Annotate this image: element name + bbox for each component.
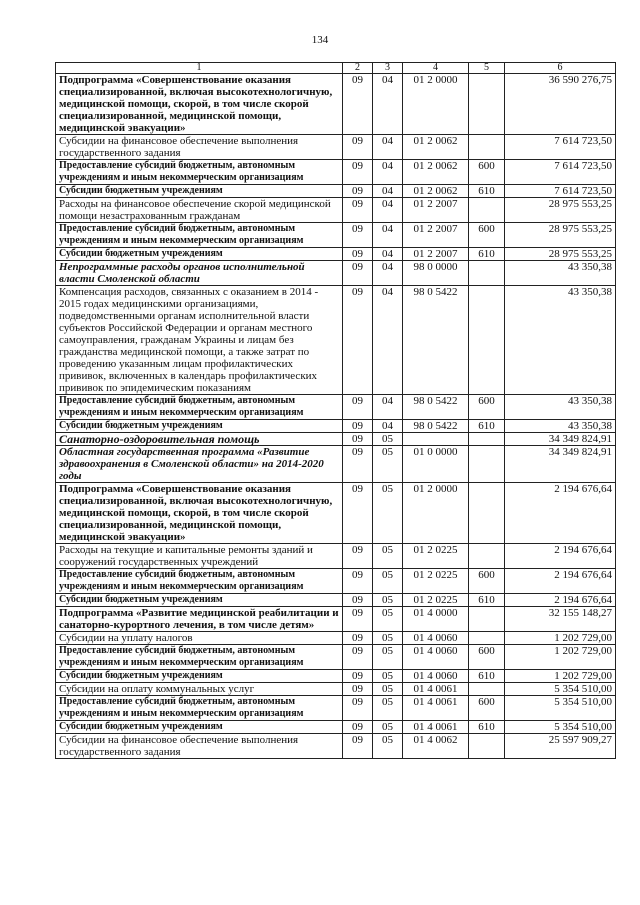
row-name-cell: Предоставление субсидий бюджетным, автономным учреждениям и иным некоммерческим организациям bbox=[56, 569, 343, 594]
row-name-cell: Субсидии бюджетным учреждениям bbox=[56, 420, 343, 433]
table-row bbox=[56, 248, 616, 261]
table-body bbox=[56, 74, 616, 759]
row-name-cell: Предоставление субсидий бюджетным, автономным учреждениям и иным некоммерческим организациям bbox=[56, 160, 343, 185]
row-subsection-cell: 04 bbox=[373, 420, 403, 433]
row-name-cell: Субсидии на уплату налогов bbox=[56, 632, 343, 645]
row-subsection-cell: 04 bbox=[373, 198, 403, 223]
budget-table bbox=[55, 62, 616, 759]
row-subsection-cell: 04 bbox=[373, 248, 403, 261]
row-name-cell: Субсидии бюджетным учреждениям bbox=[56, 248, 343, 261]
row-subsection-cell: 04 bbox=[373, 261, 403, 286]
row-amount-cell: 25 597 909,27 bbox=[505, 734, 616, 759]
row-expense-type-cell: 600 bbox=[469, 160, 505, 185]
table-row bbox=[56, 569, 616, 594]
row-expense-type-cell bbox=[469, 135, 505, 160]
row-amount-cell: 34 349 824,91 bbox=[505, 433, 616, 446]
row-target-code-cell bbox=[403, 433, 469, 446]
row-section-cell: 09 bbox=[343, 734, 373, 759]
row-subsection-cell: 04 bbox=[373, 395, 403, 420]
table-row bbox=[56, 721, 616, 734]
row-amount-cell: 28 975 553,25 bbox=[505, 198, 616, 223]
row-section-cell: 09 bbox=[343, 483, 373, 544]
row-target-code-cell: 01 4 0000 bbox=[403, 607, 469, 632]
row-expense-type-cell bbox=[469, 607, 505, 632]
row-name-cell: Непрограммные расходы органов исполнительной власти Смоленской области bbox=[56, 261, 343, 286]
table-row bbox=[56, 734, 616, 759]
row-amount-cell: 43 350,38 bbox=[505, 261, 616, 286]
row-section-cell: 09 bbox=[343, 594, 373, 607]
row-subsection-cell: 05 bbox=[373, 607, 403, 632]
row-amount-cell: 43 350,38 bbox=[505, 395, 616, 420]
row-subsection-cell: 05 bbox=[373, 446, 403, 483]
table-row bbox=[56, 185, 616, 198]
row-expense-type-cell: 610 bbox=[469, 420, 505, 433]
page-number: 134 bbox=[311, 34, 329, 46]
row-section-cell: 09 bbox=[343, 683, 373, 696]
row-subsection-cell: 04 bbox=[373, 160, 403, 185]
row-expense-type-cell bbox=[469, 544, 505, 569]
row-subsection-cell: 05 bbox=[373, 734, 403, 759]
row-amount-cell: 43 350,38 bbox=[505, 286, 616, 395]
row-expense-type-cell bbox=[469, 483, 505, 544]
column-header-2: 2 bbox=[343, 63, 373, 74]
row-section-cell: 09 bbox=[343, 74, 373, 135]
row-section-cell: 09 bbox=[343, 544, 373, 569]
row-section-cell: 09 bbox=[343, 721, 373, 734]
row-subsection-cell: 05 bbox=[373, 569, 403, 594]
row-name-cell: Областная государственная программа «Развитие здравоохранения в Смоленской области» на 2014-2020 годы bbox=[56, 446, 343, 483]
row-name-cell: Предоставление субсидий бюджетным, автономным учреждениям и иным некоммерческим организациям bbox=[56, 223, 343, 248]
row-target-code-cell: 01 2 0000 bbox=[403, 483, 469, 544]
row-subsection-cell: 05 bbox=[373, 594, 403, 607]
row-target-code-cell: 01 2 0062 bbox=[403, 135, 469, 160]
row-section-cell: 09 bbox=[343, 160, 373, 185]
row-target-code-cell: 01 4 0061 bbox=[403, 696, 469, 721]
row-section-cell: 09 bbox=[343, 248, 373, 261]
row-expense-type-cell: 600 bbox=[469, 223, 505, 248]
row-section-cell: 09 bbox=[343, 645, 373, 670]
row-subsection-cell: 04 bbox=[373, 286, 403, 395]
row-amount-cell: 1 202 729,00 bbox=[505, 645, 616, 670]
column-header-3: 3 bbox=[373, 63, 403, 74]
row-section-cell: 09 bbox=[343, 185, 373, 198]
row-expense-type-cell: 610 bbox=[469, 670, 505, 683]
row-subsection-cell: 05 bbox=[373, 433, 403, 446]
table-row bbox=[56, 696, 616, 721]
row-expense-type-cell: 600 bbox=[469, 696, 505, 721]
row-amount-cell: 2 194 676,64 bbox=[505, 483, 616, 544]
row-target-code-cell: 01 2 0225 bbox=[403, 569, 469, 594]
row-section-cell: 09 bbox=[343, 135, 373, 160]
table-row bbox=[56, 446, 616, 483]
table-row bbox=[56, 198, 616, 223]
table-row bbox=[56, 160, 616, 185]
row-subsection-cell: 05 bbox=[373, 683, 403, 696]
row-expense-type-cell: 610 bbox=[469, 248, 505, 261]
row-name-cell: Предоставление субсидий бюджетным, автономным учреждениям и иным некоммерческим организациям bbox=[56, 696, 343, 721]
row-expense-type-cell: 600 bbox=[469, 569, 505, 594]
row-expense-type-cell bbox=[469, 198, 505, 223]
row-amount-cell: 5 354 510,00 bbox=[505, 721, 616, 734]
row-name-cell: Предоставление субсидий бюджетным, автономным учреждениям и иным некоммерческим организациям bbox=[56, 395, 343, 420]
row-expense-type-cell: 600 bbox=[469, 645, 505, 670]
row-amount-cell: 1 202 729,00 bbox=[505, 632, 616, 645]
table-row bbox=[56, 483, 616, 544]
row-amount-cell: 34 349 824,91 bbox=[505, 446, 616, 483]
row-target-code-cell: 98 0 5422 bbox=[403, 420, 469, 433]
row-amount-cell: 5 354 510,00 bbox=[505, 696, 616, 721]
row-target-code-cell: 01 2 2007 bbox=[403, 223, 469, 248]
row-name-cell: Предоставление субсидий бюджетным, автономным учреждениям и иным некоммерческим организациям bbox=[56, 645, 343, 670]
table-row bbox=[56, 223, 616, 248]
table-row bbox=[56, 395, 616, 420]
row-amount-cell: 28 975 553,25 bbox=[505, 248, 616, 261]
row-subsection-cell: 05 bbox=[373, 670, 403, 683]
row-expense-type-cell: 600 bbox=[469, 395, 505, 420]
table-row bbox=[56, 544, 616, 569]
column-header-6: 6 bbox=[505, 63, 616, 74]
row-amount-cell: 7 614 723,50 bbox=[505, 135, 616, 160]
row-section-cell: 09 bbox=[343, 446, 373, 483]
row-target-code-cell: 98 0 5422 bbox=[403, 395, 469, 420]
row-name-cell: Субсидии бюджетным учреждениям bbox=[56, 721, 343, 734]
row-subsection-cell: 05 bbox=[373, 483, 403, 544]
row-expense-type-cell: 610 bbox=[469, 185, 505, 198]
row-target-code-cell: 01 4 0060 bbox=[403, 670, 469, 683]
row-subsection-cell: 04 bbox=[373, 135, 403, 160]
row-subsection-cell: 05 bbox=[373, 721, 403, 734]
row-target-code-cell: 01 2 0225 bbox=[403, 544, 469, 569]
row-amount-cell: 28 975 553,25 bbox=[505, 223, 616, 248]
row-section-cell: 09 bbox=[343, 198, 373, 223]
row-target-code-cell: 01 2 0062 bbox=[403, 185, 469, 198]
row-section-cell: 09 bbox=[343, 632, 373, 645]
row-target-code-cell: 01 2 0062 bbox=[403, 160, 469, 185]
row-expense-type-cell bbox=[469, 433, 505, 446]
table-row bbox=[56, 261, 616, 286]
row-subsection-cell: 05 bbox=[373, 696, 403, 721]
row-target-code-cell: 01 0 0000 bbox=[403, 446, 469, 483]
row-target-code-cell: 01 4 0061 bbox=[403, 721, 469, 734]
row-name-cell: Расходы на финансовое обеспечение скорой медицинской помощи незастрахованным гражданам bbox=[56, 198, 343, 223]
row-target-code-cell: 01 2 0225 bbox=[403, 594, 469, 607]
row-amount-cell: 2 194 676,64 bbox=[505, 569, 616, 594]
table-row bbox=[56, 433, 616, 446]
table-row bbox=[56, 420, 616, 433]
row-amount-cell: 5 354 510,00 bbox=[505, 683, 616, 696]
row-subsection-cell: 04 bbox=[373, 223, 403, 248]
column-header-4: 4 bbox=[403, 63, 469, 74]
row-target-code-cell: 01 2 2007 bbox=[403, 248, 469, 261]
table-row bbox=[56, 594, 616, 607]
row-subsection-cell: 04 bbox=[373, 185, 403, 198]
row-name-cell: Субсидии бюджетным учреждениям bbox=[56, 670, 343, 683]
row-target-code-cell: 01 4 0062 bbox=[403, 734, 469, 759]
row-target-code-cell: 98 0 5422 bbox=[403, 286, 469, 395]
row-expense-type-cell: 610 bbox=[469, 594, 505, 607]
row-expense-type-cell bbox=[469, 286, 505, 395]
row-target-code-cell: 01 2 0000 bbox=[403, 74, 469, 135]
row-target-code-cell: 01 4 0061 bbox=[403, 683, 469, 696]
table-row bbox=[56, 607, 616, 632]
column-header-1: 1 bbox=[56, 63, 343, 74]
row-amount-cell: 2 194 676,64 bbox=[505, 544, 616, 569]
table-row bbox=[56, 286, 616, 395]
row-name-cell: Субсидии на финансовое обеспечение выполнения государственного задания bbox=[56, 135, 343, 160]
row-target-code-cell: 98 0 0000 bbox=[403, 261, 469, 286]
row-name-cell: Субсидии на оплату коммунальных услуг bbox=[56, 683, 343, 696]
row-target-code-cell: 01 2 2007 bbox=[403, 198, 469, 223]
row-amount-cell: 7 614 723,50 bbox=[505, 185, 616, 198]
table-row bbox=[56, 683, 616, 696]
row-name-cell: Подпрограмма «Совершенствование оказания специализированной, включая высокотехнологичную, медицинской помощи, скорой, в том числе скорой специализированной, медицинской помощи, медицинской эвакуации» bbox=[56, 483, 343, 544]
row-amount-cell: 43 350,38 bbox=[505, 420, 616, 433]
table-row bbox=[56, 645, 616, 670]
column-header-5: 5 bbox=[469, 63, 505, 74]
row-name-cell: Расходы на текущие и капитальные ремонты зданий и сооружений государственных учреждений bbox=[56, 544, 343, 569]
row-amount-cell: 7 614 723,50 bbox=[505, 160, 616, 185]
row-name-cell: Субсидии на финансовое обеспечение выполнения государственного задания bbox=[56, 734, 343, 759]
row-expense-type-cell bbox=[469, 683, 505, 696]
table-row bbox=[56, 135, 616, 160]
row-name-cell: Субсидии бюджетным учреждениям bbox=[56, 185, 343, 198]
row-name-cell: Подпрограмма «Развитие медицинской реабилитации и санаторно-курортного лечения, в том числе детям» bbox=[56, 607, 343, 632]
row-subsection-cell: 05 bbox=[373, 632, 403, 645]
row-section-cell: 09 bbox=[343, 261, 373, 286]
row-section-cell: 09 bbox=[343, 569, 373, 594]
row-subsection-cell: 05 bbox=[373, 544, 403, 569]
row-name-cell: Компенсация расходов, связанных с оказанием в 2014 - 2015 годах медицинскими организациями, подведомственными органам исполнительной власти субъектов Российской Федерации и органам местного самоуправления, гражданам Украины и лицам без гражданства медицинской помощи, а также затрат по проведению указанным лицам профилактических прививок, включенных в календарь профилактических прививок по эпидемическим показаниям bbox=[56, 286, 343, 395]
row-expense-type-cell bbox=[469, 734, 505, 759]
row-amount-cell: 2 194 676,64 bbox=[505, 594, 616, 607]
row-section-cell: 09 bbox=[343, 670, 373, 683]
row-name-cell: Субсидии бюджетным учреждениям bbox=[56, 594, 343, 607]
row-section-cell: 09 bbox=[343, 607, 373, 632]
table-row bbox=[56, 670, 616, 683]
row-expense-type-cell bbox=[469, 632, 505, 645]
row-amount-cell: 36 590 276,75 bbox=[505, 74, 616, 135]
row-section-cell: 09 bbox=[343, 433, 373, 446]
row-expense-type-cell bbox=[469, 261, 505, 286]
row-name-cell: Подпрограмма «Совершенствование оказания специализированной, включая высокотехнологичную, медицинской помощи, скорой, в том числе скорой специализированной, медицинской помощи, медицинской эвакуации» bbox=[56, 74, 343, 135]
row-section-cell: 09 bbox=[343, 223, 373, 248]
row-section-cell: 09 bbox=[343, 395, 373, 420]
row-section-cell: 09 bbox=[343, 420, 373, 433]
row-target-code-cell: 01 4 0060 bbox=[403, 632, 469, 645]
table-row bbox=[56, 632, 616, 645]
header-row bbox=[56, 63, 616, 74]
table-row bbox=[56, 74, 616, 135]
row-subsection-cell: 05 bbox=[373, 645, 403, 670]
row-amount-cell: 1 202 729,00 bbox=[505, 670, 616, 683]
row-expense-type-cell: 610 bbox=[469, 721, 505, 734]
row-expense-type-cell bbox=[469, 74, 505, 135]
row-name-cell: Санаторно-оздоровительная помощь bbox=[56, 433, 343, 446]
row-section-cell: 09 bbox=[343, 286, 373, 395]
row-target-code-cell: 01 4 0060 bbox=[403, 645, 469, 670]
row-expense-type-cell bbox=[469, 446, 505, 483]
row-section-cell: 09 bbox=[343, 696, 373, 721]
row-amount-cell: 32 155 148,27 bbox=[505, 607, 616, 632]
row-subsection-cell: 04 bbox=[373, 74, 403, 135]
